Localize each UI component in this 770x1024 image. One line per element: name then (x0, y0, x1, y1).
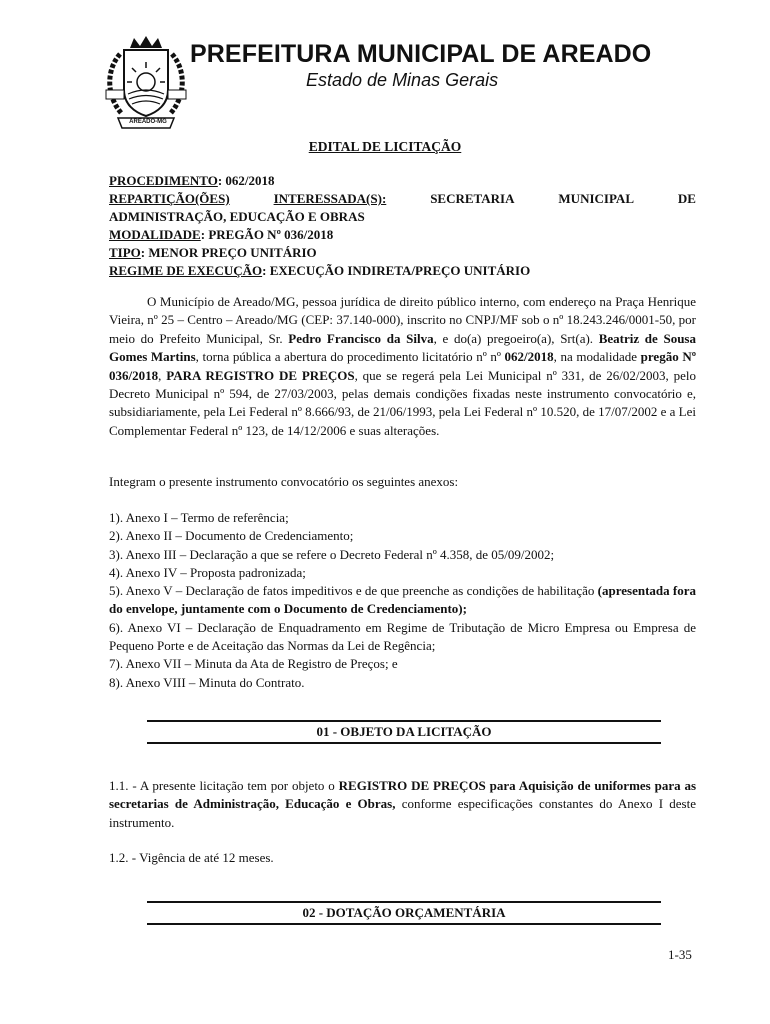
department-row-continued: ADMINISTRAÇÃO, EDUCAÇÃO E OBRAS (109, 209, 365, 224)
list-item: 3). Anexo III – Declaração a que se refere o Decreto Federal nº 4.358, de 05/09/2002; (109, 546, 555, 562)
execution-regime-row: REGIME DE EXECUÇÃO: EXECUÇÃO INDIRETA/PREÇO UNITÁRIO (109, 263, 531, 278)
list-item: 4). Anexo IV – Proposta padronizada; (109, 564, 306, 580)
section-1-1-paragraph: 1.1. - A presente licitação tem por objeto o REGISTRO DE PREÇOS para Aquisição de uniformes para as secretarias de Administração, Educação e Obras, conforme especificações constantes do Anexo I deste instrumento. (109, 778, 697, 830)
section-1-2-paragraph: 1.2. - Vigência de até 12 meses. (109, 850, 274, 865)
municipal-seal-logo (100, 34, 192, 132)
list-item: 2). Anexo II – Documento de Credenciamento; (109, 528, 354, 544)
procedure-number-row: PROCEDIMENTO: 062/2018 (109, 173, 275, 188)
list-item: 8). Anexo VIII – Minuta do Contrato. (109, 674, 305, 690)
list-item: 7). Anexo VII – Minuta da Ata de Registro de Preços; e (109, 656, 398, 672)
list-item: 5). Anexo V – Declaração de fatos impeditivos e de que preenche as condições de habilitação (apresentada fora do envelope, juntamente com o Documento de Credenciamento); (109, 583, 696, 617)
modality-row: MODALIDADE: PREGÃO Nº 036/2018 (109, 227, 334, 242)
section-heading-dotacao: 02 - DOTAÇÃO ORÇAMENTÁRIA (147, 901, 661, 925)
seal-banner-text: AREADO-MG (129, 119, 167, 125)
intro-paragraph: O Município de Areado/MG, pessoa jurídica de direito público interno, com endereço na Praça Henrique Vieira, nº 25 – Centro – Areado/MG (CEP: 37.140-000), inscrito no CNPJ/MF sob o nº 18.243.246/0001-50, por meio do Prefeito Municipal, Sr. Pedro Francisco da Silva, e do(a) pregoeiro(a), Srt(a). Beatriz de Sousa Gomes Martins, torna pública a abertura do procedimento licitatório nº nº 062/2018, na modalidade pregão Nº 036/2018, PARA REGISTRO DE PREÇOS, que se regerá pela Lei Municipal nº 331, de 26/02/2003, pelo Decreto Municipal nº 594, de 27/03/2003, pelas demais condições fixadas neste instrumento convocatório e, subsidiariamente, pela Lei Federal nº 8.666/93, de 21/06/1993, pela Lei Federal nº 10.520, de 17/07/2002 e a Lei Complementar Federal nº 123, de 14/12/2006 e suas alterações. (109, 294, 697, 438)
page-number: 1-35 (668, 947, 692, 962)
type-row: TIPO: MENOR PREÇO UNITÁRIO (109, 245, 317, 260)
annexes-intro: Integram o presente instrumento convocatório os seguintes anexos: (109, 474, 459, 489)
list-item: 6). Anexo VI – Declaração de Enquadramento em Regime de Tributação de Micro Empresa ou Empresa de Pequeno Porte e de Aceitação das Normas da Lei de Regência; (109, 619, 696, 654)
municipality-title: PREFEITURA MUNICIPAL DE AREADO (190, 40, 652, 68)
list-item: 1). Anexo I – Termo de referência; (109, 510, 289, 525)
state-subtitle: Estado de Minas Gerais (306, 70, 499, 90)
procedure-meta (109, 172, 696, 280)
department-row: REPARTIÇÃO(ÕES) INTERESSADA(S): SECRETARIA MUNICIPAL DE (109, 191, 696, 206)
document-title: EDITAL DE LICITAÇÃO (308, 139, 462, 154)
section-heading-objeto: 01 - OBJETO DA LICITAÇÃO (147, 720, 661, 744)
annex-list (109, 509, 696, 692)
